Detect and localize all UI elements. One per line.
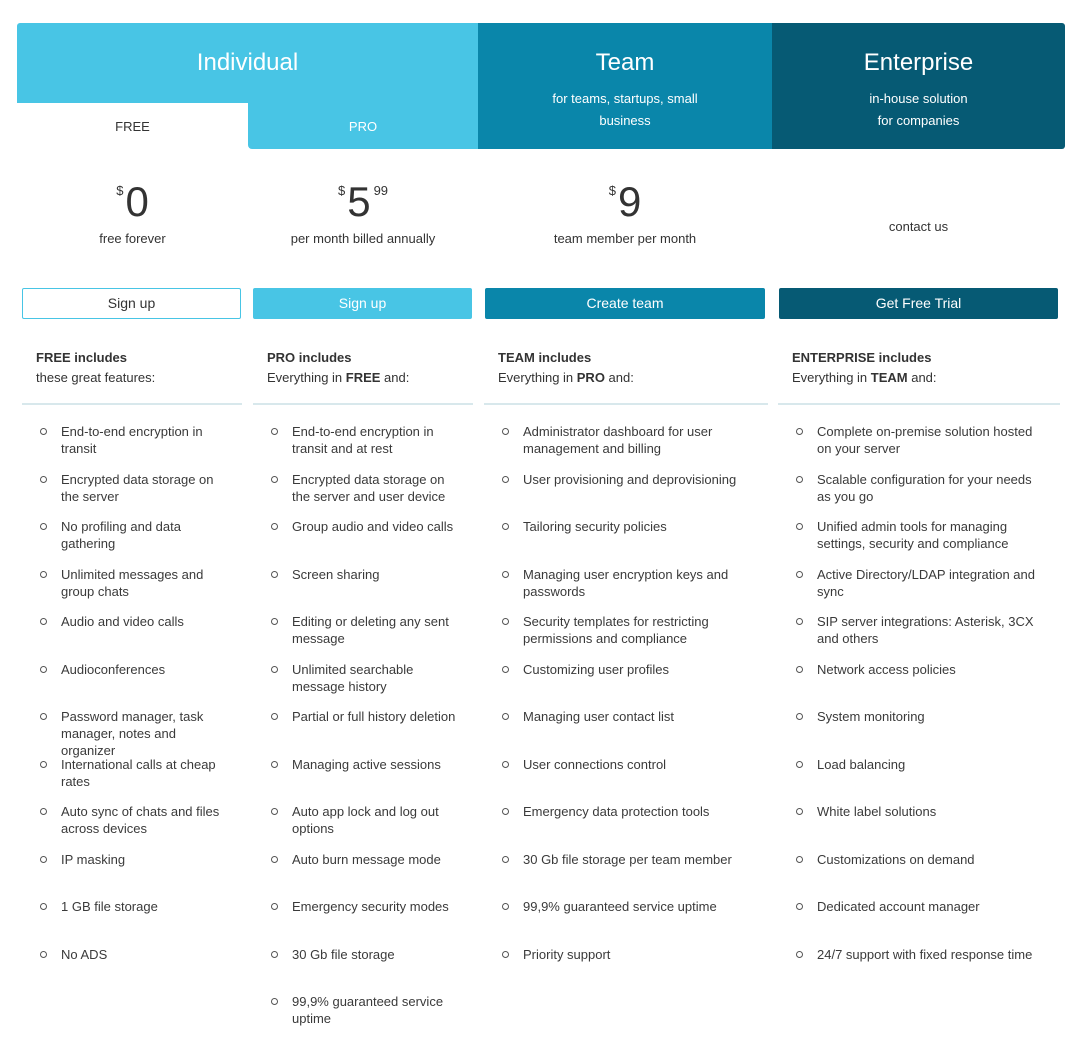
currency-symbol: $ (337, 183, 346, 198)
price-note-pro: per month billed annually (290, 231, 436, 246)
feature-item (796, 613, 1046, 661)
feature-item (796, 898, 1046, 946)
bullet-circle-icon (271, 523, 278, 530)
feature-text: Partial or full history deletion (292, 709, 456, 724)
plan-title-team: Team (595, 49, 655, 76)
signup-free-button[interactable]: Sign up (22, 288, 241, 319)
bullet-circle-icon (502, 476, 509, 483)
create-team-button[interactable]: Create team (485, 288, 765, 319)
includes-free (36, 348, 155, 388)
feature-item (502, 518, 752, 566)
feature-item (502, 803, 752, 851)
bullet-circle-icon (502, 761, 509, 768)
bullet-circle-icon (502, 808, 509, 815)
feature-item (796, 708, 1046, 756)
price-note-team: team member per month (553, 231, 697, 246)
feature-text: Dedicated account manager (817, 899, 980, 914)
bullet-circle-icon (796, 523, 803, 530)
feature-text: Auto app lock and log out options (292, 804, 439, 836)
feature-text: No ADS (61, 946, 108, 962)
feature-item (502, 471, 752, 519)
bullet-circle-icon (271, 476, 278, 483)
feature-list-team (502, 423, 752, 993)
price-note-free: free forever (99, 231, 166, 246)
bullet-circle-icon (796, 713, 803, 720)
bullet-circle-icon (502, 618, 509, 625)
bullet-circle-icon (502, 571, 509, 578)
feature-text: Screen sharing (292, 566, 380, 582)
divider (253, 403, 473, 405)
bullet-circle-icon (40, 666, 47, 673)
includes-line (792, 368, 937, 388)
plan-header-individual (17, 23, 478, 103)
includes-enterprise (792, 348, 937, 388)
feature-item (40, 471, 230, 519)
feature-text: 1 GB file storage (61, 899, 158, 914)
bullet-circle-icon (40, 808, 47, 815)
feature-text: Unlimited searchable message history (292, 661, 414, 694)
feature-text: User connections control (523, 756, 667, 772)
price-team (478, 178, 772, 225)
feature-text: Active Directory/LDAP integration and sync (817, 566, 1035, 599)
bullet-circle-icon (271, 761, 278, 768)
feature-item (502, 613, 752, 661)
includes-prefix: Everything in (498, 370, 577, 385)
feature-text: 99,9% guaranteed service uptime (523, 899, 717, 914)
bullet-circle-icon (502, 523, 509, 530)
feature-item (40, 708, 230, 756)
plan-subtitle-enterprise-line2: for companies (877, 113, 960, 128)
feature-item (40, 518, 230, 566)
feature-item (796, 946, 1046, 994)
feature-text: 30 Gb file storage per team member (523, 851, 732, 867)
bullet-circle-icon (271, 713, 278, 720)
includes-prefix: Everything in (267, 370, 346, 385)
feature-text: Administrator dashboard for user management and billing (523, 424, 713, 456)
feature-item (271, 756, 463, 804)
includes-suffix: and: (604, 370, 634, 385)
bullet-circle-icon (796, 618, 803, 625)
feature-text: Unlimited messages and group chats (61, 566, 204, 599)
get-free-trial-button[interactable]: Get Free Trial (779, 288, 1058, 319)
feature-item (796, 423, 1046, 471)
feature-text: End-to-end encryption in transit and at rest (292, 424, 434, 456)
feature-item (40, 661, 230, 709)
feature-item (40, 613, 230, 661)
feature-text: International calls at cheap rates (61, 756, 216, 789)
feature-text: Managing user encryption keys and passwords (523, 566, 729, 599)
bullet-circle-icon (502, 951, 509, 958)
feature-item (796, 518, 1046, 566)
feature-item (271, 518, 463, 566)
feature-item (40, 423, 230, 471)
tab-pro[interactable] (248, 103, 478, 149)
includes-line: these great features: (36, 370, 156, 385)
feature-text: 99,9% guaranteed service uptime (292, 994, 444, 1026)
includes-plan: TEAM (870, 370, 908, 385)
feature-text: Scalable configuration for your needs as you go (817, 471, 1032, 504)
feature-text: Complete on-premise solution hosted on your server (817, 424, 1033, 456)
feature-text: Managing user contact list (523, 709, 675, 724)
bullet-circle-icon (40, 476, 47, 483)
price-pro (248, 178, 478, 225)
feature-text: Password manager, task manager, notes and organizer (61, 709, 204, 758)
feature-item (271, 566, 463, 614)
feature-item (40, 803, 230, 851)
plan-header-enterprise (772, 23, 1065, 149)
feature-list-free (40, 423, 230, 993)
feature-text: Auto sync of chats and files across devices (61, 804, 220, 836)
feature-text: Load balancing (817, 756, 906, 772)
includes-title: TEAM includes (498, 350, 592, 365)
feature-item (502, 898, 752, 946)
bullet-circle-icon (271, 428, 278, 435)
bullet-circle-icon (502, 856, 509, 863)
feature-item (271, 708, 463, 756)
bullet-circle-icon (502, 903, 509, 910)
bullet-circle-icon (796, 666, 803, 673)
feature-item (271, 423, 463, 471)
includes-title: ENTERPRISE includes (792, 350, 932, 365)
bullet-circle-icon (502, 666, 509, 673)
feature-item (40, 898, 230, 946)
bullet-circle-icon (796, 808, 803, 815)
feature-text: Unified admin tools for managing settings, security and compliance (817, 519, 1009, 551)
feature-text: Audioconferences (61, 661, 166, 677)
bullet-circle-icon (40, 571, 47, 578)
divider (778, 403, 1060, 405)
feature-item (502, 566, 752, 614)
feature-text: Editing or deleting any sent message (292, 614, 449, 646)
feature-item (271, 898, 463, 946)
feature-item (40, 946, 230, 994)
feature-text: Encrypted data storage on the server (61, 471, 214, 504)
bullet-circle-icon (40, 903, 47, 910)
signup-pro-button[interactable]: Sign up (253, 288, 472, 319)
includes-title: PRO includes (267, 350, 352, 365)
feature-item (40, 756, 230, 804)
price-free (17, 178, 248, 225)
feature-item (796, 661, 1046, 709)
bullet-circle-icon (502, 428, 509, 435)
currency-symbol: $ (608, 183, 616, 198)
bullet-circle-icon (40, 618, 47, 625)
price-amount: 5 (347, 178, 371, 225)
feature-item (271, 803, 463, 851)
feature-text: Tailoring security policies (523, 519, 667, 534)
feature-text: Customizations on demand (817, 851, 975, 867)
includes-suffix: and: (907, 370, 937, 385)
feature-text: Network access policies (817, 661, 956, 677)
bullet-circle-icon (796, 856, 803, 863)
plan-title-enterprise: Enterprise (863, 49, 974, 76)
bullet-circle-icon (796, 476, 803, 483)
feature-text: No profiling and data gathering (61, 519, 181, 551)
includes-pro (267, 348, 409, 388)
feature-text: Managing active sessions (292, 756, 441, 772)
feature-item (502, 708, 752, 756)
bullet-circle-icon (502, 713, 509, 720)
plan-title-individual: Individual (196, 49, 299, 76)
feature-text: IP masking (61, 851, 126, 867)
bullet-circle-icon (271, 666, 278, 673)
feature-text: Emergency security modes (292, 899, 449, 914)
feature-item (796, 471, 1046, 519)
feature-text: Audio and video calls (61, 614, 184, 629)
tab-free-label: FREE (115, 119, 150, 134)
plan-subtitle-enterprise (772, 88, 1065, 132)
feature-item (271, 661, 463, 709)
price-cents: 99 (373, 183, 389, 198)
feature-item (502, 423, 752, 471)
bullet-circle-icon (40, 523, 47, 530)
bullet-circle-icon (271, 571, 278, 578)
feature-item (796, 803, 1046, 851)
divider (22, 403, 242, 405)
bullet-circle-icon (796, 571, 803, 578)
feature-text: Emergency data protection tools (523, 804, 710, 819)
feature-item (502, 756, 752, 804)
includes-title: FREE includes (36, 350, 128, 365)
feature-item (502, 946, 752, 994)
bullet-circle-icon (271, 951, 278, 958)
plan-header-team (478, 23, 772, 149)
bullet-circle-icon (40, 428, 47, 435)
feature-item (271, 851, 463, 899)
feature-item (40, 566, 230, 614)
includes-plan: PRO (576, 370, 605, 385)
divider (484, 403, 768, 405)
bullet-circle-icon (796, 951, 803, 958)
feature-text: White label solutions (817, 804, 937, 819)
feature-item (271, 993, 463, 1041)
bullet-circle-icon (271, 856, 278, 863)
feature-list-enterprise (796, 423, 1046, 993)
price-amount: 9 (617, 178, 642, 225)
bullet-circle-icon (796, 761, 803, 768)
includes-prefix: Everything in (792, 370, 871, 385)
feature-item (271, 471, 463, 519)
includes-team (498, 348, 634, 388)
feature-item (796, 851, 1046, 899)
feature-text: System monitoring (817, 709, 925, 724)
feature-text: Security templates for restricting permissions and compliance (523, 614, 709, 646)
feature-text: User provisioning and deprovisioning (523, 471, 737, 487)
feature-text: 24/7 support with fixed response time (817, 946, 1033, 962)
bullet-circle-icon (796, 903, 803, 910)
feature-item (796, 566, 1046, 614)
feature-list-pro (271, 423, 463, 1041)
feature-text: Group audio and video calls (292, 519, 454, 534)
bullet-circle-icon (271, 998, 278, 1005)
bullet-circle-icon (271, 618, 278, 625)
currency-symbol: $ (116, 183, 124, 198)
bullet-circle-icon (271, 903, 278, 910)
includes-line (267, 368, 409, 388)
feature-text: 30 Gb file storage (292, 946, 395, 962)
feature-item (271, 613, 463, 661)
feature-text: Priority support (523, 946, 611, 962)
feature-item (271, 946, 463, 994)
feature-text: SIP server integrations: Asterisk, 3CX and others (817, 614, 1034, 646)
feature-text: Auto burn message mode (292, 851, 441, 867)
bullet-circle-icon (40, 761, 47, 768)
bullet-circle-icon (40, 856, 47, 863)
feature-item (796, 756, 1046, 804)
tab-free[interactable] (17, 103, 248, 149)
price-note-enterprise: contact us (888, 219, 949, 234)
feature-text: End-to-end encryption in transit (61, 424, 203, 456)
price-amount: 0 (125, 178, 149, 225)
feature-item (502, 851, 752, 899)
feature-text: Encrypted data storage on the server and user device (292, 471, 446, 504)
plan-subtitle-enterprise-line1: in-house solution (869, 91, 968, 106)
bullet-circle-icon (40, 713, 47, 720)
includes-line (498, 368, 634, 388)
bullet-circle-icon (796, 428, 803, 435)
plan-subtitle-team: for teams, startups, small business (552, 91, 698, 128)
tab-pro-label: PRO (348, 119, 378, 134)
includes-plan: FREE (345, 370, 381, 385)
feature-text: Customizing user profiles (523, 661, 669, 677)
feature-item (502, 661, 752, 709)
includes-suffix: and: (380, 370, 410, 385)
feature-item (40, 851, 230, 899)
bullet-circle-icon (40, 951, 47, 958)
bullet-circle-icon (271, 808, 278, 815)
